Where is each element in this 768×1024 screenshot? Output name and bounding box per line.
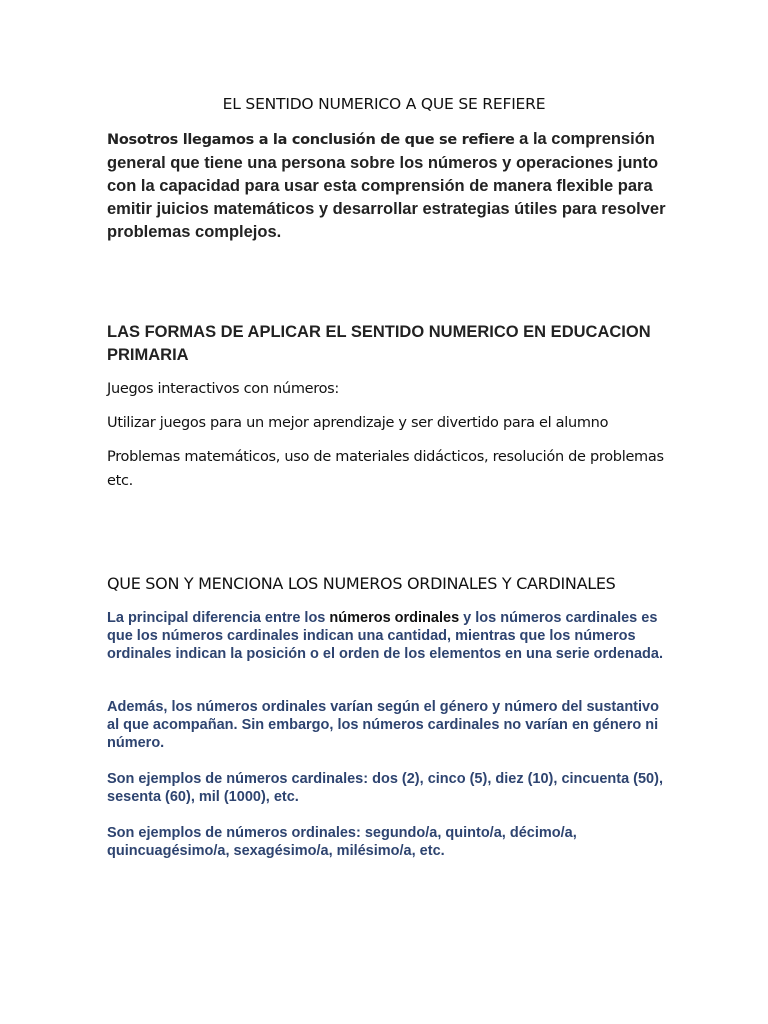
definition-start-text: La principal diferencia entre los — [107, 610, 330, 626]
definition-paragraph — [107, 609, 667, 663]
list-item: Utilizar juegos para un mejor aprendizaje y ser divertido para el alumno — [107, 415, 609, 431]
intro-paragraph — [107, 128, 667, 244]
intro-rest-text: a la comprensión general que tiene una persona sobre los números y operaciones junto con la capacidad para usar esta comprensión de manera flexible para emitir juicios matemáticos y desarrollar estrategias útiles para resolver problemas complejos. — [107, 130, 666, 241]
gender-paragraph: Además, los números ordinales varían según el género y número del sustantivo al que acompañan. Sin embargo, los números cardinales no varían en género ni número. — [107, 699, 659, 751]
ordinal-examples-paragraph: Son ejemplos de números ordinales: segundo/a, quinto/a, décimo/a, quincuagésimo/a, sexagésimo/a, milésimo/a, etc. — [107, 825, 577, 859]
definition-end-text: y los números cardinales es que los números cardinales indican una cantidad, mientras que los números ordinales indican la posición o el orden de los elementos en una serie ordenada. — [107, 610, 663, 662]
list-item: Juegos interactivos con números: — [107, 381, 340, 397]
section-heading-ordinales: QUE SON Y MENCIONA LOS NUMEROS ORDINALES Y CARDINALES — [107, 574, 616, 593]
page-title: EL SENTIDO NUMERICO A QUE SE REFIERE — [222, 95, 546, 113]
ordinales-highlight: números ordinales — [329, 610, 460, 626]
intro-lead-text: Nosotros llegamos a la conclusión de que se refiere — [107, 132, 515, 148]
list-item: Problemas matemáticos, uso de materiales didácticos, resolución de problemas etc. — [107, 449, 664, 489]
section-heading-formas: LAS FORMAS DE APLICAR EL SENTIDO NUMERICO EN EDUCACION PRIMARIA — [107, 323, 651, 364]
cardinal-examples-paragraph: Son ejemplos de números cardinales: dos (2), cinco (5), diez (10), cincuenta (50), sesenta (60), mil (1000), etc. — [107, 771, 663, 805]
